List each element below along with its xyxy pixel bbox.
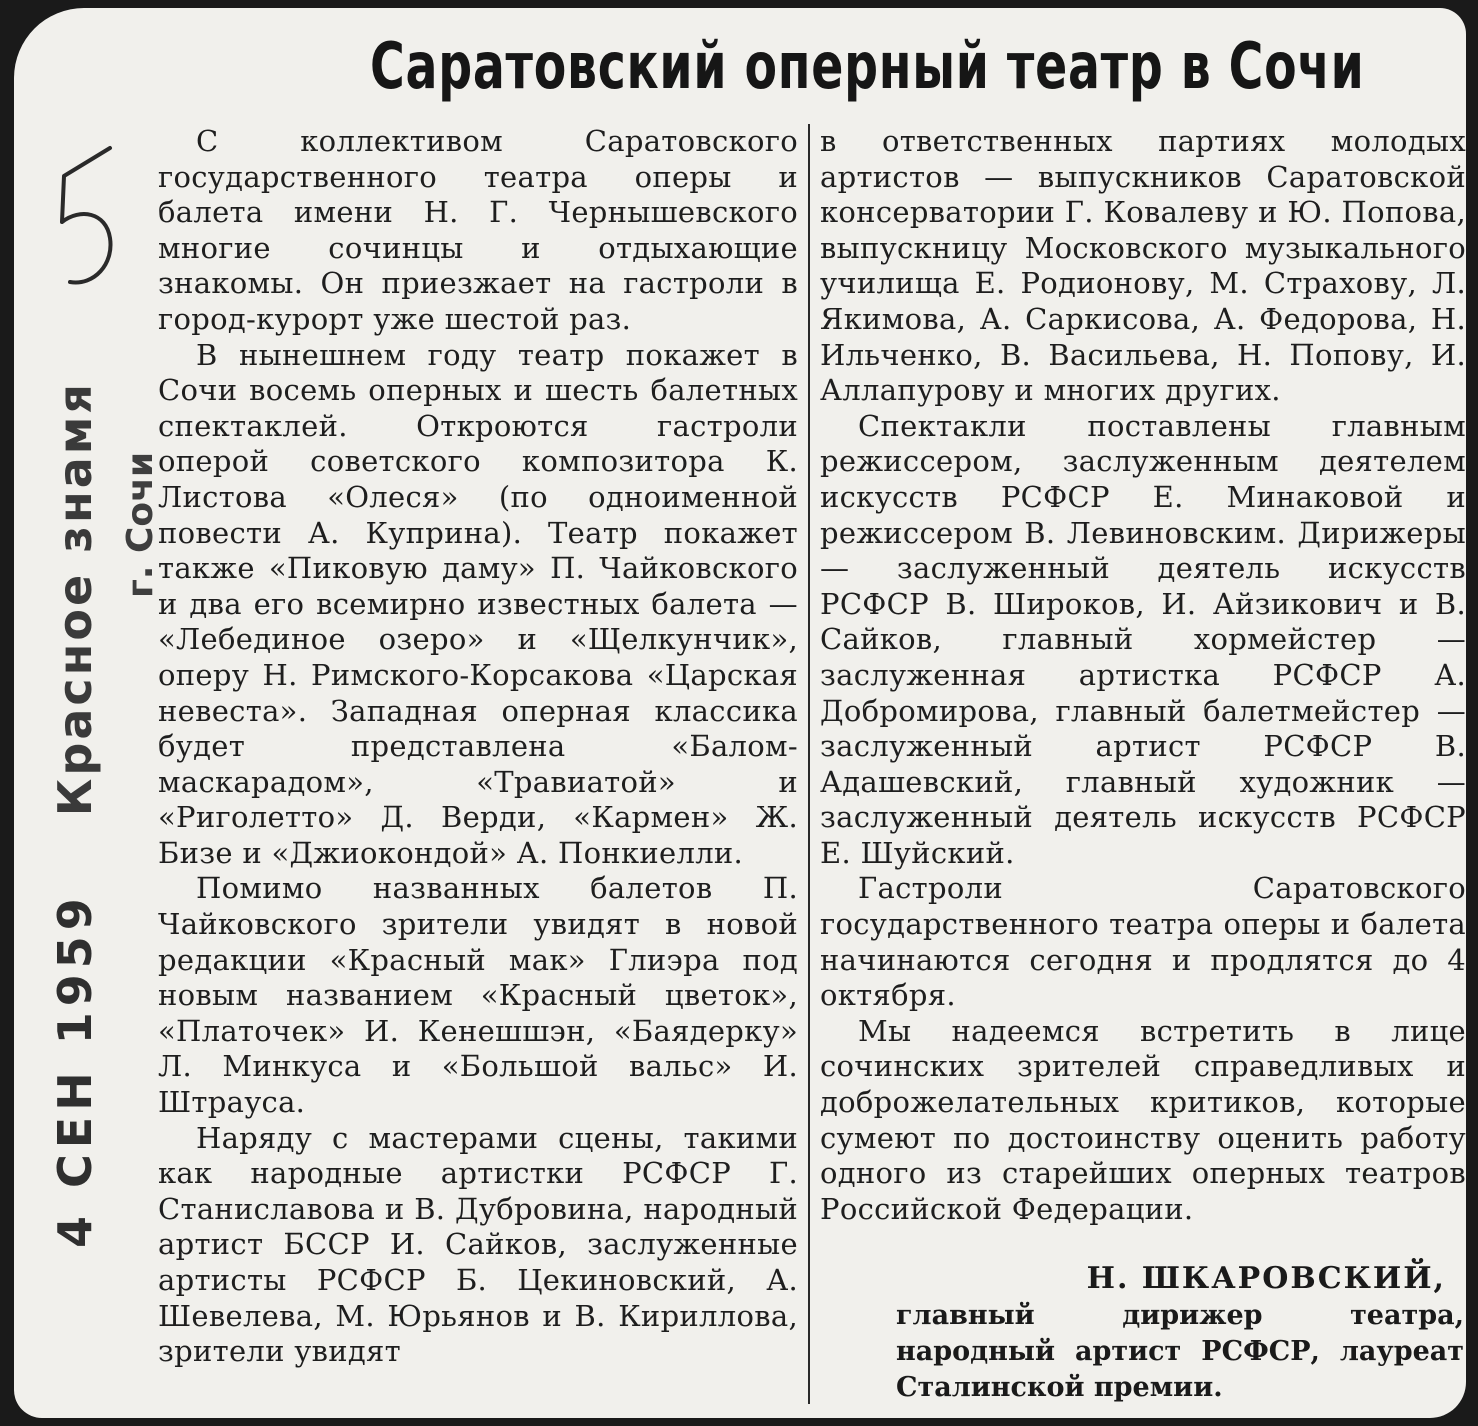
handwritten-number (40, 136, 130, 300)
column-divider (808, 124, 810, 1404)
paragraph: Спектакли поставлены главным режиссером, заслуженным деятелем искусств РСФСР Е. Минаковой и режиссером В. Левиновским. Дирижеры — заслуженный деятель искусств РСФСР В. Широков, И. Айзикович и В. Сайков, главный хормейстер — заслуженная артистка РСФСР А. Добромирова, главный балетмейстер — заслуженный артист РСФСР В. Адашевский, главный художник — заслуженный деятель искусств РСФСР Е. Шуйский. (820, 408, 1466, 870)
paragraph: в ответственных партиях молодых артистов — выпускников Саратовской консерватории Г. Ковалеву и Ю. Попова, выпускницу Московского музыкального училища Е. Родионову, М. Страхову, Л. Якимова, А. Саркисова, А. Федорова, Н. Ильченко, В. Васильева, Н. Попову, И. Аллапурову и многих других. (820, 124, 1466, 408)
author-signature (884, 1260, 1464, 1406)
paragraph: В нынешнем году театр покажет в Сочи восемь оперных и шесть балетных спектаклей. Откроются гастроли оперой советского композитора К. Листова «Олеся» (по одноименной повести А. Куприна). Театр покажет также «Пиковую даму» П. Чайковского и два его всемирно известных балета — «Лебединое озеро» и «Щелкунчик», оперу Н. Римского-Корсакова «Царская невеста». Западная оперная классика будет представлена «Балом-маскарадом», «Травиатой» и «Риголетто» Д. Верди, «Кармен» Ж. Бизе и «Джиокондой» А. Понкиелли. (158, 337, 798, 870)
paragraph: С коллективом Саратовского государственного театра оперы и балета имени Н. Г. Чернышевского многие сочинцы и отдыхающие знакомы. Он приезжает на гастроли в город-курорт уже шестой раз. (158, 124, 798, 336)
article-column-left (158, 124, 798, 1370)
paragraph: Мы надеемся встретить в лице сочинских зрителей справедливых и доброжелательных критиков, которые сумеют по достоинству оценить работу одного из старейших оперных театров Российской Федерации. (820, 1013, 1466, 1226)
article-column-right (820, 124, 1466, 1227)
newspaper-clipping (14, 8, 1466, 1418)
author-name: Н. ШКАРОВСКИЙ, (1086, 1261, 1446, 1296)
date-stamp (48, 381, 102, 1248)
stamp-date: 4 СЕН 1959 (48, 892, 102, 1248)
article-title: Саратовский оперный театр в Сочи (370, 30, 1365, 104)
stamp-city: г. Сочи (120, 451, 161, 598)
paragraph: Наряду с мастерами сцены, такими как народные артистки РСФСР Г. Станиславова и В. Дубровина, народный артист БССР И. Сайков, заслуженные артисты РСФСР Б. Цекиновский, А. Шевелева, М. Юрьянов и В. Кириллова, зрители увидят (158, 1120, 798, 1369)
handwritten-five-mark (40, 136, 130, 296)
paragraph: Гастроли Саратовского государственного театра оперы и балета начинаются сегодня и продлятся до 4 октября. (820, 871, 1466, 1013)
author-position: главный дирижер театра, народный артист РСФСР, лауреат Сталинской премии. (896, 1300, 1464, 1403)
stamp-newspaper: Красное знамя (48, 381, 102, 817)
paragraph: Помимо названных балетов П. Чайковского зрители увидят в новой редакции «Красный мак» Глиэра под новым названием «Красный цветок», «Платочек» И. Кенешшэн, «Баядерку» Л. Минкуса и «Большой вальс» И. Штрауса. (158, 871, 798, 1120)
